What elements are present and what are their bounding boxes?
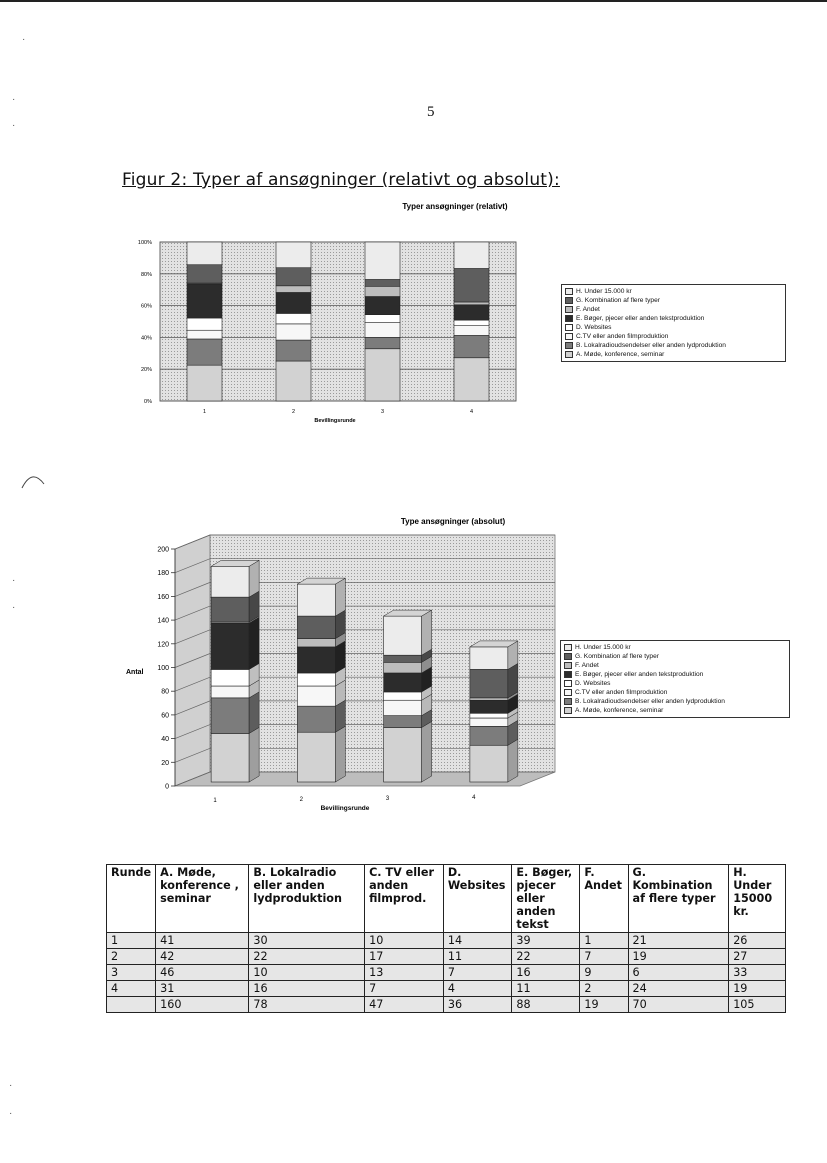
bar-segment-a-side: [422, 721, 432, 782]
table-header-cell: A. Møde, konference , seminar: [156, 865, 249, 933]
legend-label: E. Bøger, pjecer eller anden tekstproduktion: [575, 671, 704, 678]
legend-relative: [561, 284, 786, 362]
legend-label: H. Under 15.000 kr: [576, 288, 632, 295]
table-value-cell: 36: [443, 997, 512, 1013]
bar-segment-a: [470, 745, 508, 782]
table-value-cell: 33: [729, 965, 786, 981]
y-tick-label: 60: [161, 712, 169, 720]
bar-segment-c: [384, 700, 422, 715]
bar-segment-h: [365, 242, 400, 279]
scan-mark: ·: [12, 94, 16, 105]
bar-segment-f: [384, 662, 422, 673]
table-header-cell: C. TV eller anden filmprod.: [365, 865, 444, 933]
x-tick-label: 1: [202, 409, 207, 415]
y-tick-label: 40: [161, 736, 169, 744]
table-value-cell: 7: [365, 981, 444, 997]
table-value-cell: 41: [156, 933, 249, 949]
x-tick-label: 4: [469, 409, 474, 415]
legend-swatch: [564, 680, 572, 687]
bar-segment-d: [470, 713, 508, 718]
legend-item: [565, 296, 782, 305]
bar-segment-a-side: [249, 727, 259, 782]
legend-swatch: [564, 644, 572, 651]
legend-label: D. Websites: [575, 680, 611, 687]
legend-swatch: [564, 662, 572, 669]
legend-item: [564, 697, 786, 706]
y-tick-label: 60%: [140, 303, 152, 310]
bar-segment-g: [297, 616, 335, 639]
y-tick-label: 80%: [140, 271, 152, 278]
legend-absolute: [560, 640, 790, 718]
bar-segment-h: [211, 566, 249, 597]
bar-segment-d: [211, 669, 249, 686]
legend-swatch: [565, 297, 573, 304]
page-top-border: [0, 0, 827, 2]
bar-segment-h: [276, 242, 311, 268]
table-header-row: [107, 865, 786, 933]
legend-label: B. Lokalradioudsendelser eller anden lydproduktion: [575, 698, 725, 705]
bar-segment-f: [276, 286, 311, 293]
legend-swatch: [564, 707, 572, 714]
legend-item: [565, 350, 782, 359]
legend-swatch: [564, 698, 572, 705]
y-tick-label: 120: [157, 641, 169, 649]
legend-item: [564, 652, 786, 661]
table-round-cell: 4: [107, 981, 156, 997]
bar-segment-d: [297, 673, 335, 686]
table-value-cell: 13: [365, 965, 444, 981]
table-round-cell: 1: [107, 933, 156, 949]
bar-segment-h: [384, 616, 422, 655]
table-total-row: [107, 997, 786, 1013]
table-row: [107, 965, 786, 981]
figure-title: Figur 2: Typer af ansøgninger (relativt og absolut):: [122, 170, 560, 190]
legend-label: A. Møde, konference, seminar: [575, 707, 664, 714]
bar-segment-h: [297, 584, 335, 616]
legend-item: [565, 341, 782, 350]
bar-segment-b-side: [249, 692, 259, 734]
table-value-cell: 22: [249, 949, 365, 965]
y-tick-label: 0: [165, 783, 169, 791]
scan-mark: ·: [9, 1108, 13, 1119]
table-value-cell: 30: [249, 933, 365, 949]
legend-item: [564, 670, 786, 679]
bar-segment-d: [365, 315, 400, 323]
bar-segment-e: [276, 292, 311, 313]
bar-segment-e: [187, 284, 222, 318]
table-value-cell: 16: [512, 965, 580, 981]
legend-swatch: [564, 671, 572, 678]
bar-segment-f: [470, 698, 508, 700]
bar-segment-d: [276, 313, 311, 323]
legend-label: E. Bøger, pjecer eller anden tekstproduktion: [576, 315, 705, 322]
bar-segment-g: [187, 265, 222, 283]
table-header-cell: F. Andet: [580, 865, 628, 933]
legend-label: D. Websites: [576, 324, 612, 331]
legend-swatch: [565, 306, 573, 313]
legend-swatch: [565, 342, 573, 349]
legend-item: [565, 287, 782, 296]
table-value-cell: 78: [249, 997, 365, 1013]
table-value-cell: 9: [580, 965, 628, 981]
bar-segment-h-side: [422, 610, 432, 655]
y-tick-label: 40%: [140, 335, 152, 342]
table-value-cell: 14: [443, 933, 512, 949]
table-round-cell: 3: [107, 965, 156, 981]
table-value-cell: 2: [580, 981, 628, 997]
legend-item: [565, 314, 782, 323]
chart-title: Typer ansøgninger (relativt): [402, 202, 508, 211]
table-body: [107, 933, 786, 1013]
bar-segment-b: [211, 698, 249, 734]
bar-segment-a-side: [335, 726, 345, 782]
legend-item: [564, 643, 786, 652]
legend-label: F. Andet: [575, 662, 599, 669]
x-tick-label: 2: [291, 409, 296, 415]
legend-label: A. Møde, konference, seminar: [576, 351, 665, 358]
bar-segment-c: [276, 324, 311, 340]
bar-segment-a: [187, 365, 222, 401]
bar-segment-a: [365, 349, 400, 401]
scan-mark: ·: [9, 1080, 13, 1091]
bar-segment-e: [384, 673, 422, 692]
legend-item: [564, 688, 786, 697]
bar-segment-c: [211, 686, 249, 698]
table-value-cell: 160: [156, 997, 249, 1013]
legend-swatch: [564, 689, 572, 696]
y-tick-label: 0%: [144, 399, 152, 405]
bar-segment-g: [276, 268, 311, 286]
scan-mark: ·: [22, 34, 26, 45]
table-value-cell: 19: [580, 997, 628, 1013]
data-table: [106, 864, 786, 1013]
table-value-cell: 22: [512, 949, 580, 965]
bar-segment-b: [276, 340, 311, 361]
bar-segment-d: [454, 320, 489, 326]
legend-label: C.TV eller anden filmproduktion: [575, 689, 668, 696]
table-value-cell: 6: [628, 965, 729, 981]
table-value-cell: 1: [580, 933, 628, 949]
table-value-cell: 19: [628, 949, 729, 965]
bar-segment-a: [297, 732, 335, 782]
x-tick-label: 3: [380, 409, 385, 415]
scan-mark: ·: [12, 575, 16, 586]
bar-segment-b: [365, 337, 400, 348]
bar-segment-b: [470, 726, 508, 745]
legend-item: [565, 323, 782, 332]
y-tick-label: 100%: [137, 240, 152, 246]
bar-segment-e: [211, 623, 249, 669]
bar-segment-f: [297, 639, 335, 647]
scan-mark: ·: [12, 120, 16, 131]
legend-item: [564, 706, 786, 715]
table-header-cell: H. Under 15000 kr.: [729, 865, 786, 933]
bar-segment-b: [297, 706, 335, 732]
table-value-cell: 4: [443, 981, 512, 997]
bar-segment-b: [454, 335, 489, 357]
bar-segment-e-side: [249, 617, 259, 669]
table-value-cell: 42: [156, 949, 249, 965]
bar-segment-h: [187, 242, 222, 265]
x-tick-label: 1: [213, 798, 217, 804]
bar-segment-g: [470, 669, 508, 697]
table-value-cell: 24: [628, 981, 729, 997]
legend-label: C.TV eller anden filmproduktion: [576, 333, 669, 340]
x-tick-label: 4: [472, 795, 476, 801]
bar-segment-g: [384, 655, 422, 662]
bar-segment-h-side: [249, 560, 259, 597]
scan-mark: ·: [12, 602, 16, 613]
bar-segment-e: [454, 305, 489, 320]
table-value-cell: 31: [156, 981, 249, 997]
table-value-cell: 10: [249, 965, 365, 981]
bar-segment-f: [365, 286, 400, 296]
table-value-cell: 17: [365, 949, 444, 965]
y-tick-label: 20%: [140, 367, 152, 374]
table-value-cell: 105: [729, 997, 786, 1013]
table-round-cell: 2: [107, 949, 156, 965]
bar-segment-d: [384, 692, 422, 700]
bar-segment-a: [454, 358, 489, 401]
y-tick-label: 20: [161, 759, 169, 767]
table-value-cell: 7: [580, 949, 628, 965]
y-tick-label: 100: [157, 665, 169, 672]
table-value-cell: 7: [443, 965, 512, 981]
legend-label: G. Kombination af flere typer: [575, 653, 659, 660]
legend-swatch: [564, 653, 572, 660]
legend-swatch: [565, 333, 573, 340]
legend-swatch: [565, 324, 573, 331]
table-row: [107, 949, 786, 965]
bar-segment-e: [365, 297, 400, 315]
legend-item: [565, 332, 782, 341]
y-tick-label: 80: [161, 688, 169, 696]
bar-segment-a: [276, 361, 311, 401]
bar-segment-g: [365, 279, 400, 286]
bar-segment-c: [187, 330, 222, 339]
table-row: [107, 933, 786, 949]
bar-segment-d: [187, 318, 222, 330]
x-axis-label: Bevillingsrunde: [320, 805, 370, 812]
table-value-cell: 88: [512, 997, 580, 1013]
table-value-cell: 11: [443, 949, 512, 965]
bar-segment-e: [470, 700, 508, 713]
table-header-cell: E. Bøger, pjecer eller anden tekst: [512, 865, 580, 933]
scan-arc-mark: [0, 468, 827, 488]
bar-segment-a-side: [508, 739, 518, 782]
x-tick-label: 3: [385, 796, 390, 802]
bar-segment-g: [454, 269, 489, 302]
bar-segment-g: [211, 597, 249, 622]
y-tick-label: 160: [157, 593, 169, 601]
legend-label: F. Andet: [576, 306, 600, 313]
table-value-cell: 21: [628, 933, 729, 949]
bar-segment-h-side: [335, 578, 345, 616]
chart-title: Type ansøgninger (absolut): [400, 517, 506, 526]
table-header-cell: B. Lokalradio eller anden lydproduktion: [249, 865, 365, 933]
y-tick-label: 200: [157, 546, 169, 554]
legend-swatch: [565, 351, 573, 358]
table-value-cell: 26: [729, 933, 786, 949]
table-row: [107, 981, 786, 997]
legend-item: [565, 305, 782, 314]
table-value-cell: 46: [156, 965, 249, 981]
table-header-cell: G. Kombination af flere typer: [628, 865, 729, 933]
table-header-cell: D. Websites: [443, 865, 512, 933]
bar-segment-e: [297, 647, 335, 673]
bar-segment-c: [297, 686, 335, 706]
bar-segment-h: [454, 242, 489, 269]
table-round-cell: [107, 997, 156, 1013]
bar-segment-c: [365, 323, 400, 338]
legend-label: H. Under 15.000 kr: [575, 644, 631, 651]
y-tick-label: 140: [157, 617, 169, 625]
y-axis-label: Antal: [126, 669, 144, 676]
legend-item: [564, 679, 786, 688]
bar-segment-f: [454, 302, 489, 305]
legend-label: G. Kombination af flere typer: [576, 297, 660, 304]
y-tick-label: 180: [157, 570, 169, 578]
table-value-cell: 27: [729, 949, 786, 965]
legend-item: [564, 661, 786, 670]
x-tick-label: 2: [299, 797, 303, 803]
bar-segment-a: [384, 727, 422, 782]
table-value-cell: 10: [365, 933, 444, 949]
table-value-cell: 70: [628, 997, 729, 1013]
x-axis-label: Bevillingsrunde: [314, 418, 356, 424]
table-header-cell: Runde: [107, 865, 156, 933]
bar-segment-c: [470, 718, 508, 726]
table-value-cell: 39: [512, 933, 580, 949]
bar-segment-a: [211, 733, 249, 782]
table-value-cell: 16: [249, 981, 365, 997]
legend-swatch: [565, 288, 573, 295]
page-number: 5: [427, 104, 435, 120]
legend-label: B. Lokalradioudsendelser eller anden lydproduktion: [576, 342, 726, 349]
table-value-cell: 47: [365, 997, 444, 1013]
bar-segment-b: [187, 339, 222, 365]
table-value-cell: 11: [512, 981, 580, 997]
bar-segment-h: [470, 647, 508, 670]
bar-segment-b: [384, 716, 422, 728]
legend-swatch: [565, 315, 573, 322]
table-value-cell: 19: [729, 981, 786, 997]
bar-segment-c: [454, 326, 489, 336]
